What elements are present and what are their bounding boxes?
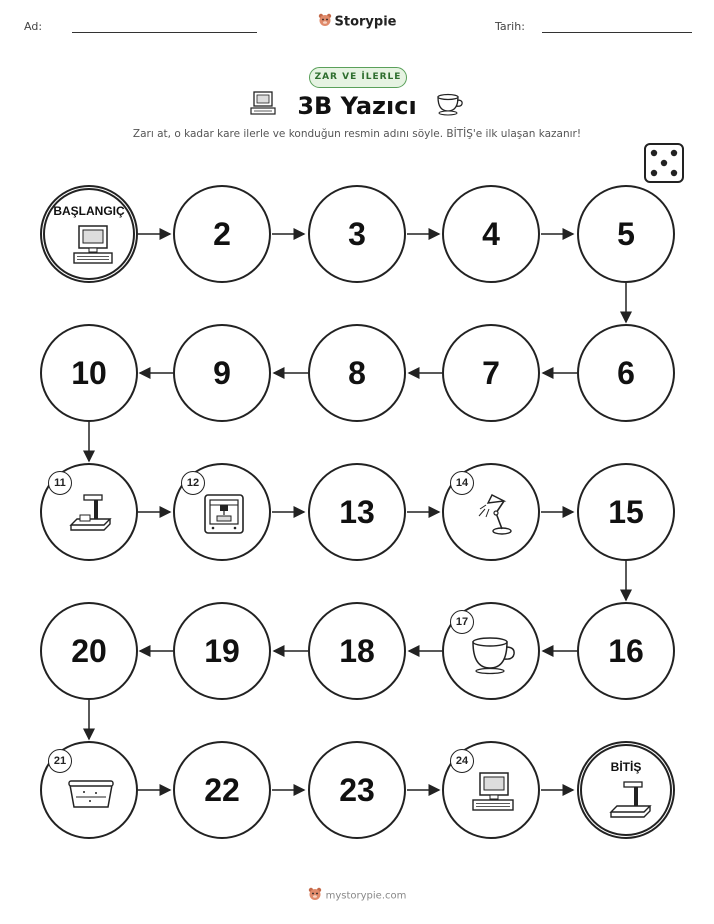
title-text: 3B Yazıcı	[297, 92, 417, 120]
board-cell	[442, 185, 540, 283]
activity-badge: ZAR VE İLERLE	[309, 67, 407, 88]
board-cell	[442, 463, 540, 561]
teacup-icon	[468, 628, 518, 678]
cell-number: 23	[339, 771, 375, 808]
cell-number: 7	[482, 354, 500, 391]
board-cell	[442, 602, 540, 700]
board-cell	[308, 185, 406, 283]
board-cell	[577, 185, 675, 283]
cell-number: 10	[71, 354, 107, 391]
computer-icon	[69, 220, 119, 270]
cell-number-badge: 12	[181, 471, 205, 495]
cell-number-badge: 24	[450, 749, 474, 773]
cell-number: 4	[482, 215, 500, 252]
brand-name: Storypie	[334, 14, 397, 30]
board-cell	[577, 602, 675, 700]
cell-number: 13	[339, 493, 375, 530]
board-cell	[173, 324, 271, 422]
board-cell	[40, 602, 138, 700]
cell-number-badge: 17	[450, 610, 474, 634]
cell-number: 20	[71, 632, 107, 669]
name-label: Ad:	[24, 20, 43, 33]
board-cell	[577, 463, 675, 561]
cell-number: 9	[213, 354, 231, 391]
computer-icon	[468, 767, 518, 817]
cell-number: 2	[213, 215, 231, 252]
board-cell	[442, 741, 540, 839]
finish-cell	[577, 741, 675, 839]
cell-number: 22	[204, 771, 240, 808]
glass-bed-icon	[66, 489, 116, 539]
cell-number: 8	[348, 354, 366, 391]
teacup-icon	[435, 92, 465, 122]
board-cell	[40, 463, 138, 561]
cell-number-badge: 14	[450, 471, 474, 495]
board-cell	[577, 324, 675, 422]
cell-number: 19	[204, 632, 240, 669]
cell-number: 5	[617, 215, 635, 252]
footer-url: mystorypie.com	[325, 890, 407, 902]
glass-bed-icon	[606, 776, 656, 826]
board-cell	[173, 463, 271, 561]
3d-printer-icon	[199, 489, 249, 539]
cell-number-badge: 21	[48, 749, 72, 773]
board-cell	[173, 602, 271, 700]
dice-icon	[643, 142, 685, 188]
start-cell	[40, 185, 138, 283]
finish-label: BİTİŞ	[610, 760, 642, 774]
board-cell	[173, 185, 271, 283]
board-cell	[308, 602, 406, 700]
board-cell	[308, 741, 406, 839]
board-cell	[173, 741, 271, 839]
page-title	[0, 90, 714, 124]
board-cell	[308, 324, 406, 422]
cell-number: 15	[608, 493, 644, 530]
resin-tray-icon	[66, 767, 116, 817]
start-label: BAŞLANGIÇ	[53, 204, 125, 218]
date-label: Tarih:	[495, 20, 525, 33]
board-cell	[442, 324, 540, 422]
cell-number-badge: 11	[48, 471, 72, 495]
board-cell	[40, 324, 138, 422]
brand-logo	[0, 13, 714, 31]
board-cell	[308, 463, 406, 561]
computer-icon	[249, 90, 279, 124]
bear-logo-icon	[318, 13, 332, 31]
bear-logo-icon	[308, 887, 322, 904]
instructions: Zarı at, o kadar kare ilerle ve konduğun resmin adını söyle. BİTİŞ'e ilk ulaşan kazanır!	[132, 128, 582, 140]
cell-number: 18	[339, 632, 375, 669]
cell-number: 6	[617, 354, 635, 391]
cell-number: 3	[348, 215, 366, 252]
name-line	[72, 32, 257, 33]
desk-lamp-icon	[468, 489, 518, 539]
board-cell	[40, 741, 138, 839]
footer	[0, 887, 714, 904]
cell-number: 16	[608, 632, 644, 669]
date-line	[542, 32, 692, 33]
